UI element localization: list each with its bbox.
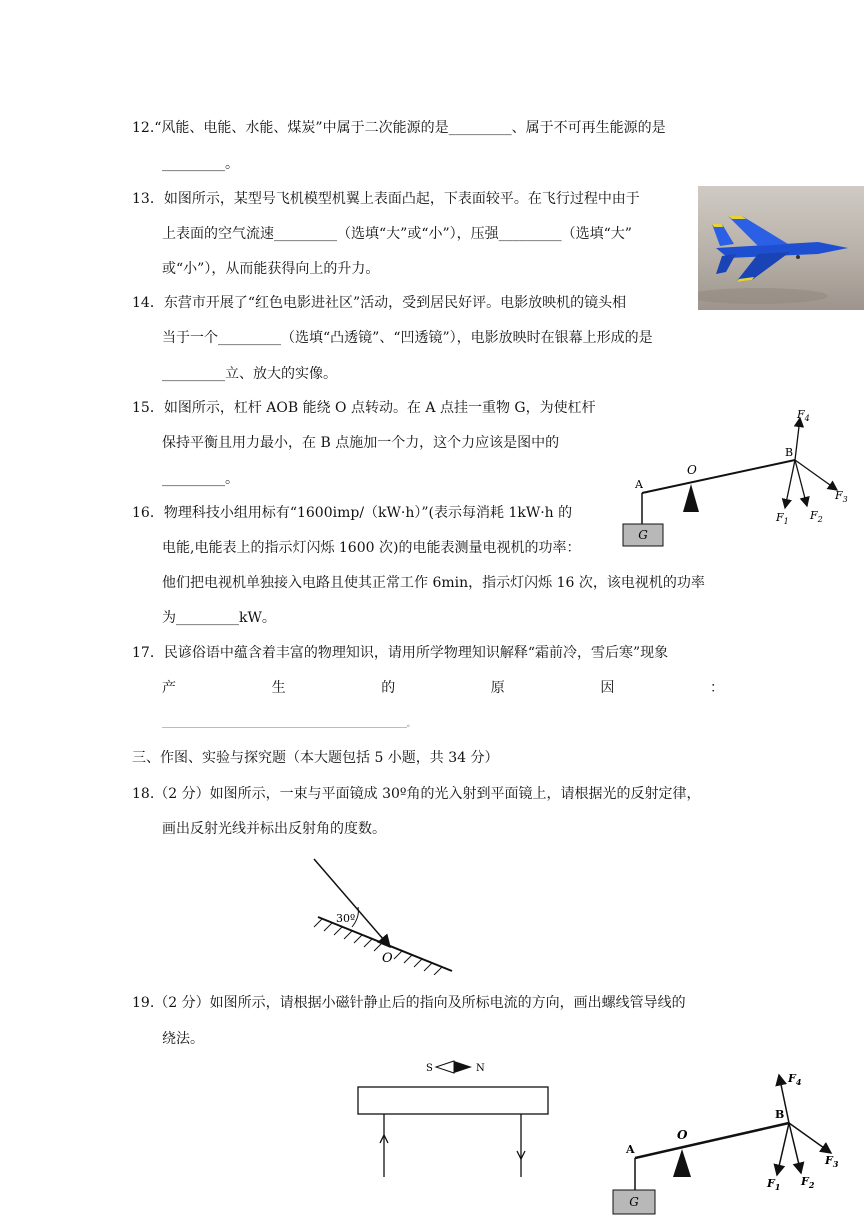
- q17-word: 原: [490, 680, 505, 696]
- q15-line1: 15．如图所示，杠杆 AOB 能绕 O 点转动。在 A 点挂一重物 G，为使杠杆: [132, 400, 596, 416]
- q18-line2: 画出反射光线并标出反射角的度数。: [162, 821, 386, 837]
- label-G: G: [638, 528, 648, 542]
- svg-text:F3: [824, 1154, 839, 1169]
- svg-text:F3: [834, 489, 848, 504]
- q12-line2: _________。: [162, 156, 239, 172]
- label-F1: F: [776, 511, 784, 524]
- label-F2-2-sub: 2: [808, 1180, 815, 1190]
- label-B: B: [785, 446, 794, 459]
- needle-N-label: N: [476, 1063, 485, 1074]
- label-F4-2: F: [788, 1072, 796, 1085]
- label-F2: F: [810, 509, 818, 522]
- point-O-label: O: [382, 951, 393, 966]
- q17-line2: [162, 678, 724, 698]
- svg-text:F1: [766, 1177, 780, 1192]
- q12-line1: 12.“风能、电能、水能、煤炭”中属于二次能源的是_________、属于不可再生能源的是: [132, 120, 666, 136]
- q15-line2: 保持平衡且用力最小，在 B 点施加一个力，这个力应该是图中的: [162, 435, 560, 451]
- svg-text:F1: [775, 511, 789, 526]
- section3-heading: 三、作图、实验与探究题（本大题包括 5 小题，共 34 分）: [132, 750, 499, 766]
- q16-line3: 他们把电视机单独接入电路且使其正常工作 6min，指示灯闪烁 16 次，该电视机的功率: [162, 575, 705, 591]
- q17-line3: ______________________________________________________________________。: [162, 720, 414, 728]
- q13-line3: 或“小”），从而能获得向上的升力。: [162, 261, 380, 277]
- q13-line2: 上表面的空气流速_________（选填“大”或“小”），压强_________（选填“大”: [162, 226, 632, 242]
- label-F4-2-sub: 4: [795, 1077, 802, 1087]
- label-F2-sub: 2: [817, 515, 823, 524]
- label-F3-2: F: [825, 1154, 833, 1167]
- label-O: O: [687, 463, 697, 477]
- q17-word: 生: [271, 680, 286, 696]
- q16-line2: 电能,电能表上的指示灯闪烁 1600 次)的电能表测量电视机的功率：: [162, 540, 581, 556]
- lever-diagram-2: [605, 1065, 860, 1224]
- q14-line2: 当于一个_________（选填“凸透镜”、“凹透镜”），电影放映时在银幕上形成的是: [162, 330, 653, 346]
- label-F4-sub: 4: [804, 414, 810, 423]
- svg-text:F4: [787, 1072, 802, 1087]
- q16-line4: 为_________kW。: [162, 610, 276, 626]
- solenoid-diagram: [350, 1055, 560, 1185]
- angle-label: 30º: [336, 912, 356, 925]
- q18-line1: 18.（2 分）如图所示，一束与平面镜成 30º角的光入射到平面镜上，请根据光的反射定律，: [132, 786, 701, 802]
- label-F3: F: [835, 489, 843, 502]
- q17-word: 产: [162, 680, 176, 696]
- q14-line1: 14．东营市开展了“红色电影进社区”活动，受到居民好评。电影放映机的镜头相: [132, 295, 627, 311]
- label-O-2: O: [677, 1128, 688, 1142]
- airplane-photo: [698, 186, 864, 310]
- label-B-2: B: [775, 1108, 785, 1121]
- label-A-2: A: [626, 1143, 635, 1156]
- q14-line3: _________立、放大的实像。: [162, 366, 337, 382]
- lever-diagram: [615, 400, 865, 555]
- label-F1-sub: 1: [783, 517, 789, 526]
- label-F3-2-sub: 3: [832, 1159, 839, 1169]
- label-F4: F: [797, 408, 805, 421]
- q17-word: ：: [709, 680, 724, 696]
- svg-text:F2: [800, 1175, 815, 1190]
- q17-line1: 17．民谚俗语中蕴含着丰富的物理知识，请用所学物理知识解释“霜前冷，雪后寒”现象: [132, 645, 669, 661]
- needle-S-label: S: [426, 1063, 433, 1074]
- q13-line1: 13．如图所示，某型号飞机模型机翼上表面凸起，下表面较平。在飞行过程中由于: [132, 191, 640, 207]
- label-A: A: [635, 478, 643, 491]
- q19-line1: 19.（2 分）如图所示，请根据小磁针静止后的指向及所标电流的方向，画出螺线管导线的: [132, 995, 686, 1011]
- label-F2-2: F: [801, 1175, 809, 1188]
- q15-line3: _________。: [162, 471, 239, 487]
- label-F1-2: F: [767, 1177, 775, 1190]
- label-F3-sub: 3: [842, 495, 848, 504]
- svg-text:F2: [809, 509, 823, 524]
- q16-line1: 16．物理科技小组用标有“1600imp/（kW·h）”(表示每消耗 1kW·h 的: [132, 505, 573, 521]
- q17-word: 因: [600, 680, 615, 696]
- label-F1-2-sub: 1: [774, 1182, 781, 1192]
- svg-text:F4: [796, 408, 810, 423]
- label-G-2: G: [629, 1195, 639, 1209]
- q17-word: 的: [381, 680, 396, 696]
- q19-line2: 绕法。: [162, 1031, 204, 1047]
- mirror-diagram: [300, 855, 460, 975]
